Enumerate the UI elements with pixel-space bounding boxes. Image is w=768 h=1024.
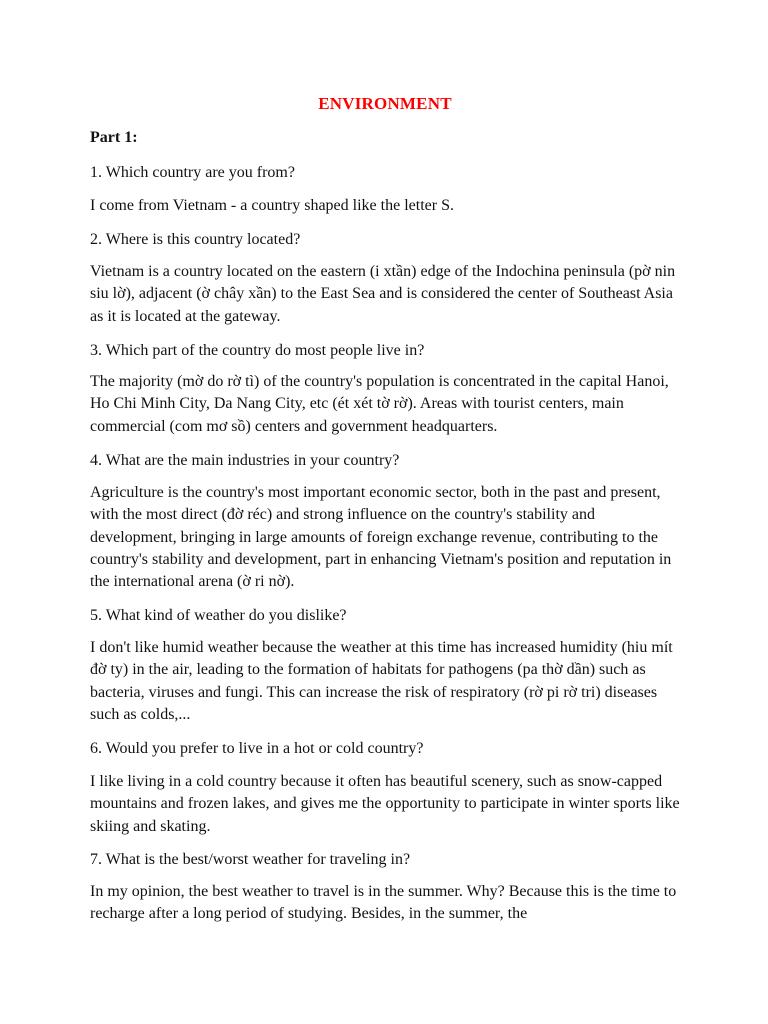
question-5: 5. What kind of weather do you dislike?: [90, 607, 347, 624]
answer-3: The majority (mờ do rờ tì) of the country's population is concentrated in the capital Hanoi, Ho Chi Minh City, Da Nang City, etc (ét xét tờ rờ). Areas with tourist centers, main commercial (com mơ sồ) centers and government headquarters.: [90, 373, 669, 435]
question-7: 7. What is the best/worst weather for traveling in?: [90, 851, 411, 868]
question-4: 4. What are the main industries in your country?: [90, 452, 400, 469]
answer-2: Vietnam is a country located on the eastern (i xtần) edge of the Indochina peninsula (pờ nin siu lờ), adjacent (ờ chây xần) to the East Sea and is considered the center of Southeast Asia as it is located at the gateway.: [90, 263, 676, 325]
part-heading: Part 1:: [90, 129, 138, 146]
document-title: ENVIRONMENT: [318, 94, 452, 113]
question-6: 6. Would you prefer to live in a hot or cold country?: [90, 740, 424, 757]
question-3: 3. Which part of the country do most people live in?: [90, 342, 425, 359]
answer-1: I come from Vietnam - a country shaped like the letter S.: [90, 197, 454, 214]
answer-5: I don't like humid weather because the weather at this time has increased humidity (hiu mít đờ ty) in the air, leading to the formation of habitats for pathogens (pa thờ dần) such as bacteria, viruses and fungi. This can increase the risk of respiratory (rờ pi rờ tri) diseases such as colds,...: [90, 639, 673, 723]
question-2: 2. Where is this country located?: [90, 231, 301, 248]
answer-6: I like living in a cold country because it often has beautiful scenery, such as snow-capped mountains and frozen lakes, and gives me the opportunity to participate in winter sports like skiing and skating.: [90, 773, 680, 835]
answer-7: In my opinion, the best weather to travel is in the summer. Why? Because this is the time to recharge after a long period of studying. Besides, in the summer, the: [90, 883, 677, 923]
question-1: 1. Which country are you from?: [90, 164, 295, 181]
answer-4: Agriculture is the country's most important economic sector, both in the past and present, with the most direct (đờ réc) and strong influence on the country's stability and development, bringing in large amounts of foreign exchange revenue, contributing to the country's stability and development, part in enhancing Vietnam's position and reputation in the international arena (ờ ri nờ).: [90, 484, 672, 591]
